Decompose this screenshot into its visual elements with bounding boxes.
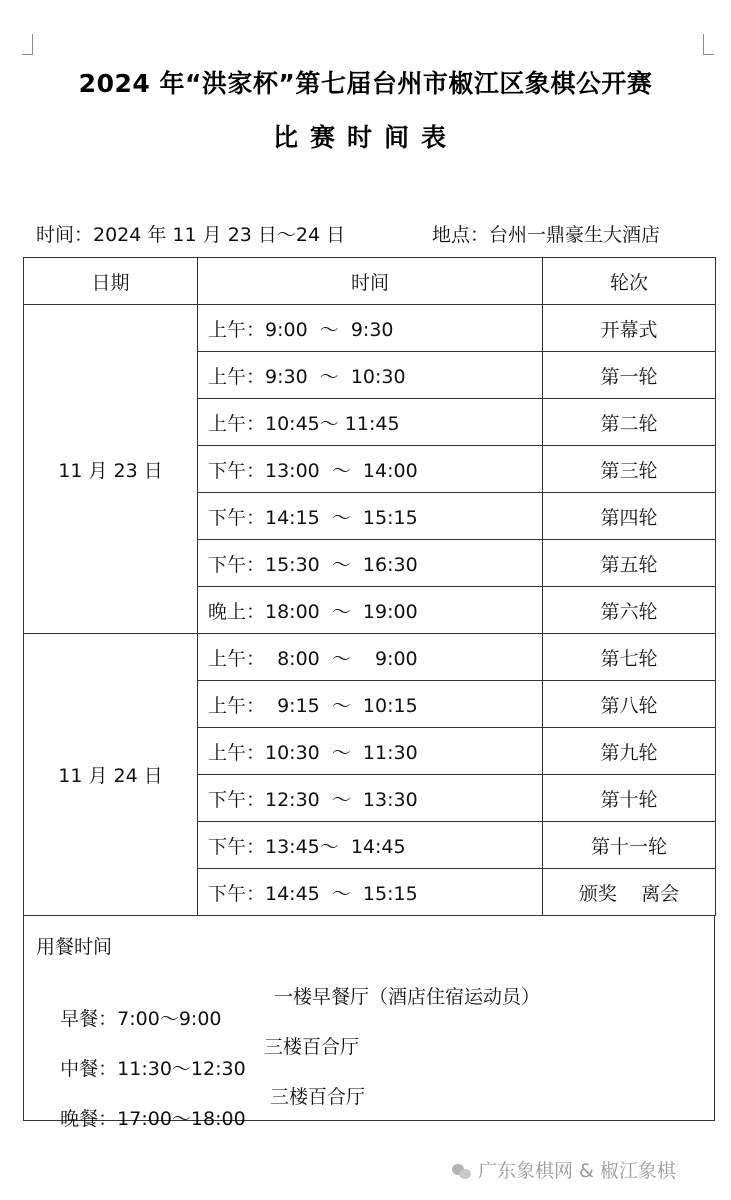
- round-cell: 第九轮: [543, 728, 716, 775]
- time-cell: 下午：13:00 ～ 14:00: [198, 446, 543, 493]
- time-cell: 下午：15:30 ～ 16:30: [198, 540, 543, 587]
- crop-mark-top-left: [22, 34, 33, 55]
- watermark: [452, 1156, 712, 1184]
- document-title: 2024 年“洪家杯”第七届台州市椒江区象棋公开赛: [78, 69, 653, 98]
- time-cell: 上午： 9:15 ～ 10:15: [198, 681, 543, 728]
- round-cell: 颁奖 离会: [543, 869, 716, 916]
- time-cell: 上午：9:00 ～ 9:30: [198, 305, 543, 352]
- event-dates: 时间：2024 年 11 月 23 日～24 日: [36, 224, 346, 246]
- round-cell: 第三轮: [543, 446, 716, 493]
- time-cell: 下午：13:45～ 14:45: [198, 822, 543, 869]
- table-header-row: [24, 258, 716, 305]
- round-cell: 第十轮: [543, 775, 716, 822]
- header-time: 时间: [198, 258, 543, 305]
- round-cell: 第一轮: [543, 352, 716, 399]
- time-cell: 上午：10:45～ 11:45: [198, 399, 543, 446]
- round-cell: 第六轮: [543, 587, 716, 634]
- round-cell: 第二轮: [543, 399, 716, 446]
- breakfast-place: 一楼早餐厅（酒店住宿运动员）: [274, 986, 541, 1008]
- round-cell: 第五轮: [543, 540, 716, 587]
- header-date: 日期: [24, 258, 198, 305]
- round-cell: 开幕式: [543, 305, 716, 352]
- crop-mark-top-right: [703, 34, 714, 55]
- time-cell: 上午：10:30 ～ 11:30: [198, 728, 543, 775]
- document-subtitle: 比赛时间表: [272, 123, 458, 152]
- watermark-text: 广东象棋网 & 椒江象棋: [478, 1160, 676, 1182]
- round-cell: 第八轮: [543, 681, 716, 728]
- time-cell: 晚上：18:00 ～ 19:00: [198, 587, 543, 634]
- round-cell: 第四轮: [543, 493, 716, 540]
- event-venue: 地点：台州一鼎豪生大酒店: [432, 224, 661, 246]
- time-cell: 上午：9:30 ～ 10:30: [198, 352, 543, 399]
- table-row: [24, 305, 716, 352]
- lunch-place: 三楼百合厅: [264, 1036, 360, 1058]
- event-info: [36, 220, 661, 247]
- header-round: 轮次: [543, 258, 716, 305]
- date-cell-day2: 11 月 24 日: [24, 634, 198, 916]
- time-cell: 下午：14:15 ～ 15:15: [198, 493, 543, 540]
- time-cell: 下午：14:45 ～ 15:15: [198, 869, 543, 916]
- lunch-time: 中餐：11:30～12:30: [60, 1058, 246, 1080]
- table-row: [24, 634, 716, 681]
- meal-times-box: [23, 916, 715, 1130]
- breakfast-time: 早餐：7:00～9:00: [60, 1008, 222, 1030]
- round-cell: 第十一轮: [543, 822, 716, 869]
- meal-heading: 用餐时间: [36, 936, 113, 958]
- schedule-table: [23, 257, 716, 916]
- time-cell: 上午： 8:00 ～ 9:00: [198, 634, 543, 681]
- dinner-place: 三楼百合厅: [270, 1086, 366, 1108]
- round-cell: 第七轮: [543, 634, 716, 681]
- time-cell: 下午：12:30 ～ 13:30: [198, 775, 543, 822]
- date-cell-day1: 11 月 23 日: [24, 305, 198, 634]
- dinner-time: 晚餐：17:00～18:00: [60, 1108, 246, 1130]
- wechat-icon: [452, 1164, 472, 1180]
